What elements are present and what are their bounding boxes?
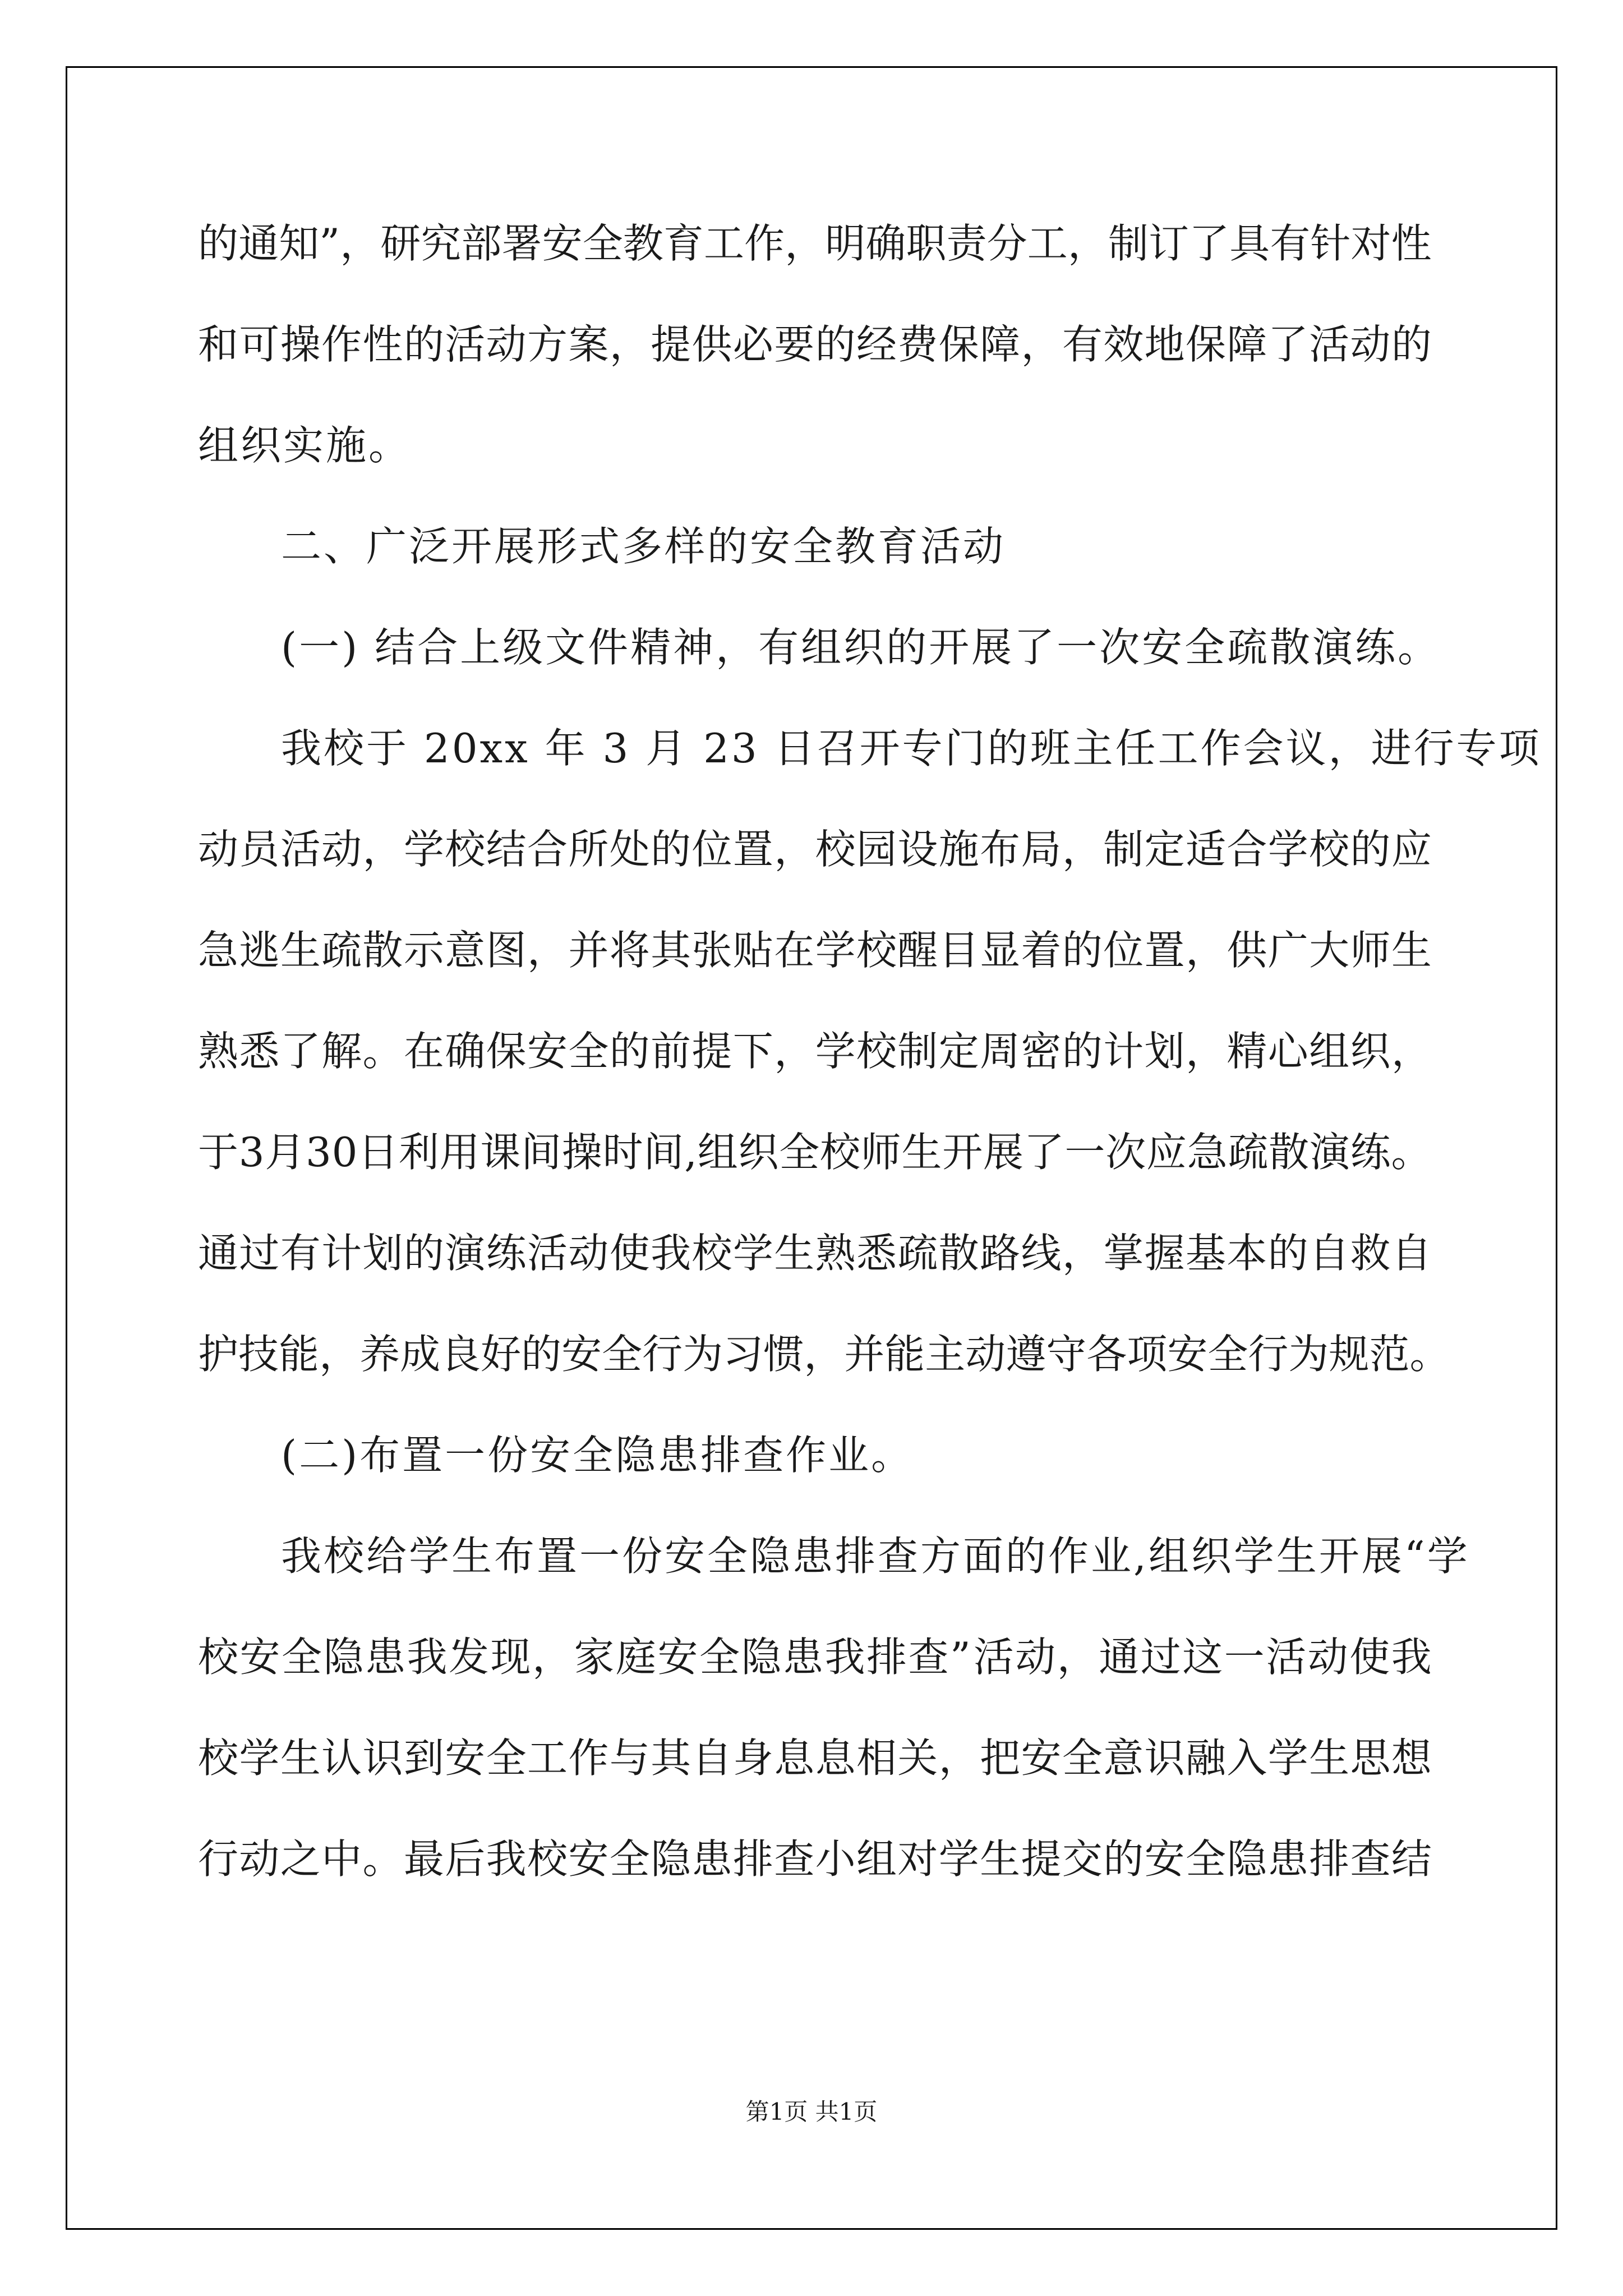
subsection-heading: (二)布置一份安全隐患排查作业。	[281, 1432, 914, 1479]
text-line: 行 动 之 中 。 最 后 我 校 安 全 隐 患 排 查 小 组 对 学 生 提 交 的 安 全 隐 患 排 查 结	[198, 1835, 1432, 1883]
text-line: 的 通 知 ” ， 研 究 部 署 安 全 教 育 工 作 ， 明 确 职 责 分 工 ， 制 订 了 具 有 针 对 性	[198, 220, 1432, 267]
text-line: 动 员 活 动 ， 学 校 结 合 所 处 的 位 置 ， 校 园 设 施 布 局 ， 制 定 适 合 学 校 的 应	[198, 826, 1432, 873]
text-line: 于 3 月 3 0 日 利 用 课 间 操 时 间 , 组 织 全 校 师 生 开 展 了 一 次 应 急 疏 散 演 练 。	[198, 1129, 1432, 1176]
text-line: 急 逃 生 疏 散 示 意 图 ， 并 将 其 张 贴 在 学 校 醒 目 显 着 的 位 置 ， 供 广 大 师 生	[198, 927, 1432, 974]
section-heading: 二、广泛开展形式多样的安全教育活动	[281, 523, 1006, 570]
text-line: 熟 悉 了 解 。 在 确 保 安 全 的 前 提 下 ， 学 校 制 定 周 密 的 计 划 ， 精 心 组 织 ，	[198, 1028, 1432, 1075]
text-line: 护 技 能 ， 养 成 良 好 的 安 全 行 为 习 惯 ， 并 能 主 动 遵 守 各 项 安 全 行 为 规 范 。	[198, 1331, 1450, 1378]
text-line: 通 过 有 计 划 的 演 练 活 动 使 我 校 学 生 熟 悉 疏 散 路 线 ， 掌 握 基 本 的 自 救 自	[198, 1230, 1432, 1277]
subsection-heading: (一) 结合上级文件精神，有组织的开展了一次安全疏散演练。	[281, 624, 1441, 671]
text-line: 我校于 20xx 年 3 月 23 日召开专门的班主任工作会议，进行专项	[281, 725, 1542, 772]
text-line: 我校给学生布置一份安全隐患排查方面的作业,组织学生开展“学	[281, 1533, 1470, 1580]
text-line: 校 安 全 隐 患 我 发 现 ， 家 庭 安 全 隐 患 我 排 查 ” 活 动 ， 通 过 这 一 活 动 使 我	[198, 1634, 1432, 1681]
text-line: 校 学 生 认 识 到 安 全 工 作 与 其 自 身 息 息 相 关 ， 把 安 全 意 识 融 入 学 生 思 想	[198, 1734, 1432, 1782]
text-line: 和 可 操 作 性 的 活 动 方 案 ， 提 供 必 要 的 经 费 保 障 ， 有 效 地 保 障 了 活 动 的	[198, 321, 1432, 368]
text-line: 组织实施。	[198, 422, 412, 469]
page-number-footer: 第1页 共1页	[745, 2098, 878, 2125]
